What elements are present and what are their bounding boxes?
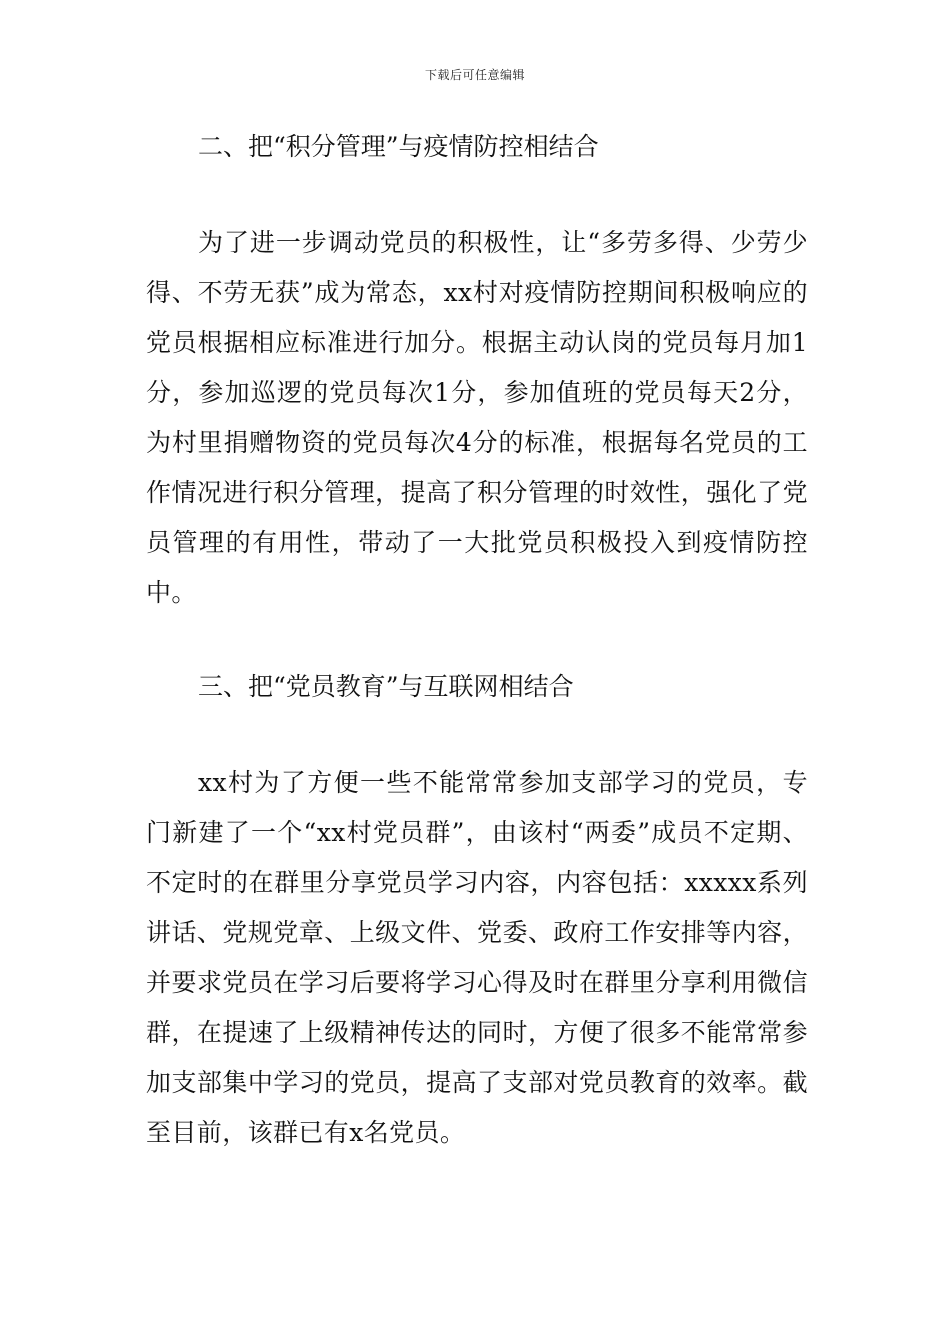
page-header-note: 下载后可任意编辑 xyxy=(424,68,525,82)
section-heading: 二、把“积分管理”与疫情防控相结合 xyxy=(198,132,599,161)
document-body xyxy=(146,122,808,1158)
spacer xyxy=(146,172,808,218)
section-heading: 三、把“党员教育”与互联网相结合 xyxy=(198,672,574,701)
spacer xyxy=(146,712,808,758)
spacer xyxy=(146,618,808,662)
section-paragraph: xx村为了方便一些不能常常参加支部学习的党员，专门新建了一个“xx村党员群”，由该村“两委”成员不定期、不定时的在群里分享党员学习内容，内容包括：xxxxx系列讲话、党规党章、上级文件、党委、政府工作安排等内容，并要求党员在学习后要将学习心得及时在群里分享利用微信群，在提速了上级精神传达的同时，方便了很多不能常常参加支部集中学习的党员，提高了支部对党员教育的效率。截至目前，该群已有x名党员。 xyxy=(146,768,808,1147)
section-paragraph: 为了进一步调动党员的积极性，让“多劳多得、少劳少得、不劳无获”成为常态，xx村对疫情防控期间积极响应的党员根据相应标准进行加分。根据主动认岗的党员每月加1分，参加巡逻的党员每次1分，参加值班的党员每天2分，为村里捐赠物资的党员每次4分的标准，根据每名党员的工作情况进行积分管理，提高了积分管理的时效性，强化了党员管理的有用性，带动了一大批党员积极投入到疫情防控中。 xyxy=(146,228,808,607)
